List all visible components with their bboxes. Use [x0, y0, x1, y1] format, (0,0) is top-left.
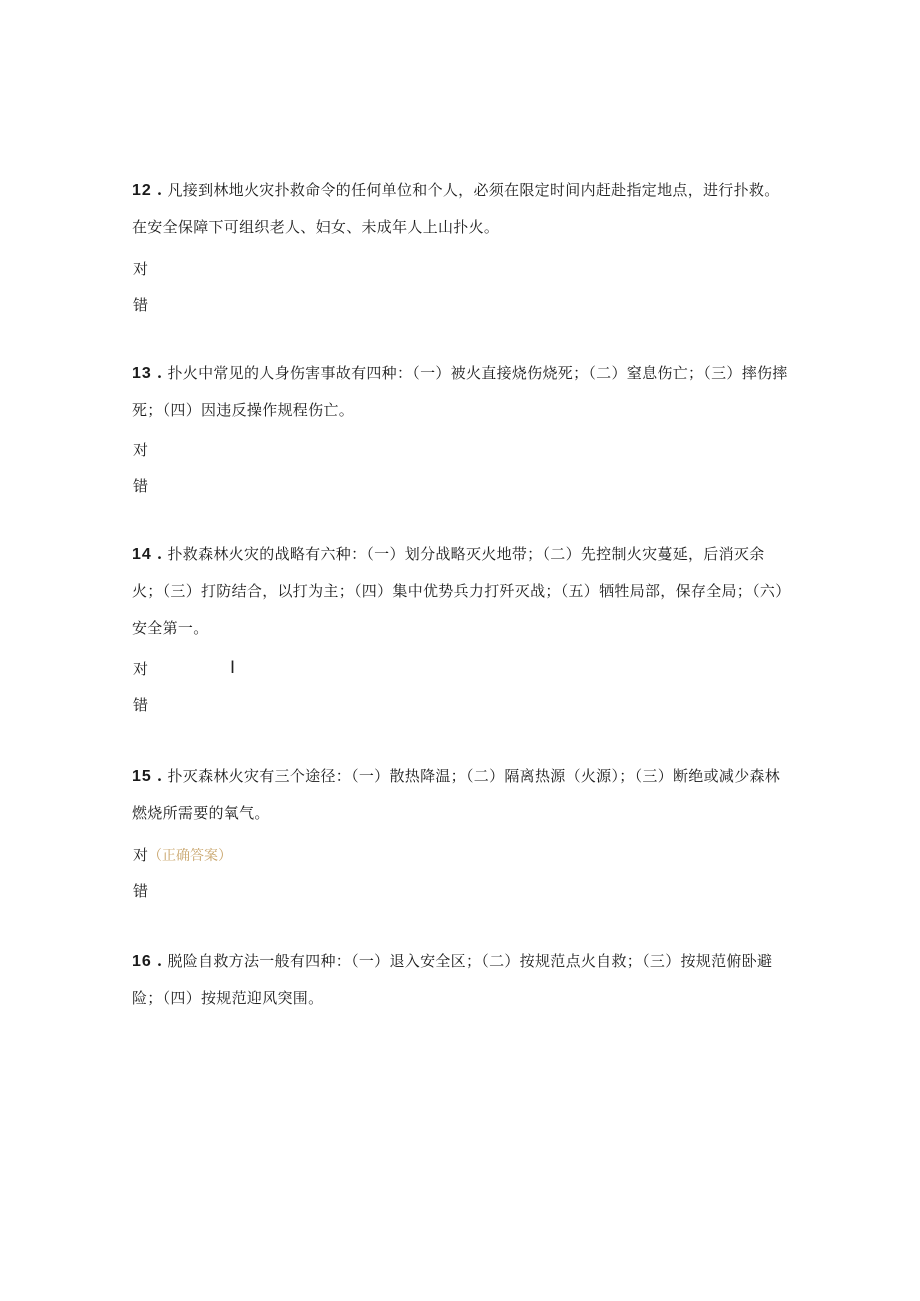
- correct-answer-note: （正确答案）: [148, 848, 233, 864]
- option-false-12[interactable]: 错: [133, 296, 149, 314]
- question-separator: .: [156, 545, 163, 563]
- question-text: 扑火中常见的人身伤害事故有四种：（一）被火直接烧伤烧死；（二）窒息伤亡；（三）摔伤摔死；（四）因违反操作规程伤亡。: [132, 364, 788, 419]
- question-number: 16: [132, 953, 152, 970]
- question-number: 15: [132, 768, 152, 785]
- text-cursor-icon: I: [230, 658, 236, 678]
- option-true-13[interactable]: 对: [133, 441, 149, 459]
- question-number: 13: [132, 365, 152, 382]
- option-label: 对: [133, 846, 149, 864]
- question-number: 14: [132, 546, 152, 563]
- question-16: [132, 943, 792, 1017]
- question-number: 12: [132, 182, 152, 199]
- question-separator: .: [156, 767, 163, 785]
- option-true-15[interactable]: [133, 845, 232, 866]
- question-separator: .: [156, 364, 163, 382]
- option-true-12[interactable]: 对: [133, 260, 149, 278]
- question-14: [132, 536, 792, 647]
- question-13: [132, 355, 792, 429]
- question-text: 扑灭森林火灾有三个途径：（一）散热降温；（二）隔离热源（火源）；（三）断绝或减少森林燃烧所需要的氧气。: [132, 767, 781, 822]
- question-separator: .: [156, 181, 163, 199]
- option-true-14[interactable]: 对: [133, 660, 149, 678]
- question-text: 扑救森林火灾的战略有六种：（一）划分战略灭火地带；（二）先控制火灾蔓延，后消灭余火；（三）打防结合，以打为主；（四）集中优势兵力打歼灭战；（五）牺牲局部，保存全局；（六）安全第一。: [132, 545, 791, 637]
- option-false-13[interactable]: 错: [133, 477, 149, 495]
- option-false-15[interactable]: 错: [133, 882, 149, 900]
- question-text: 脱险自救方法一般有四种：（一）退入安全区；（二）按规范点火自救；（三）按规范俯卧避险；（四）按规范迎风突围。: [132, 952, 773, 1007]
- question-15: [132, 758, 792, 832]
- question-12: [132, 172, 792, 246]
- question-separator: .: [156, 952, 163, 970]
- question-text: 凡接到林地火灾扑救命令的任何单位和个人，必须在限定时间内赶赴指定地点，进行扑救。在安全保障下可组织老人、妇女、未成年人上山扑火。: [132, 181, 780, 236]
- option-false-14[interactable]: 错: [133, 696, 149, 714]
